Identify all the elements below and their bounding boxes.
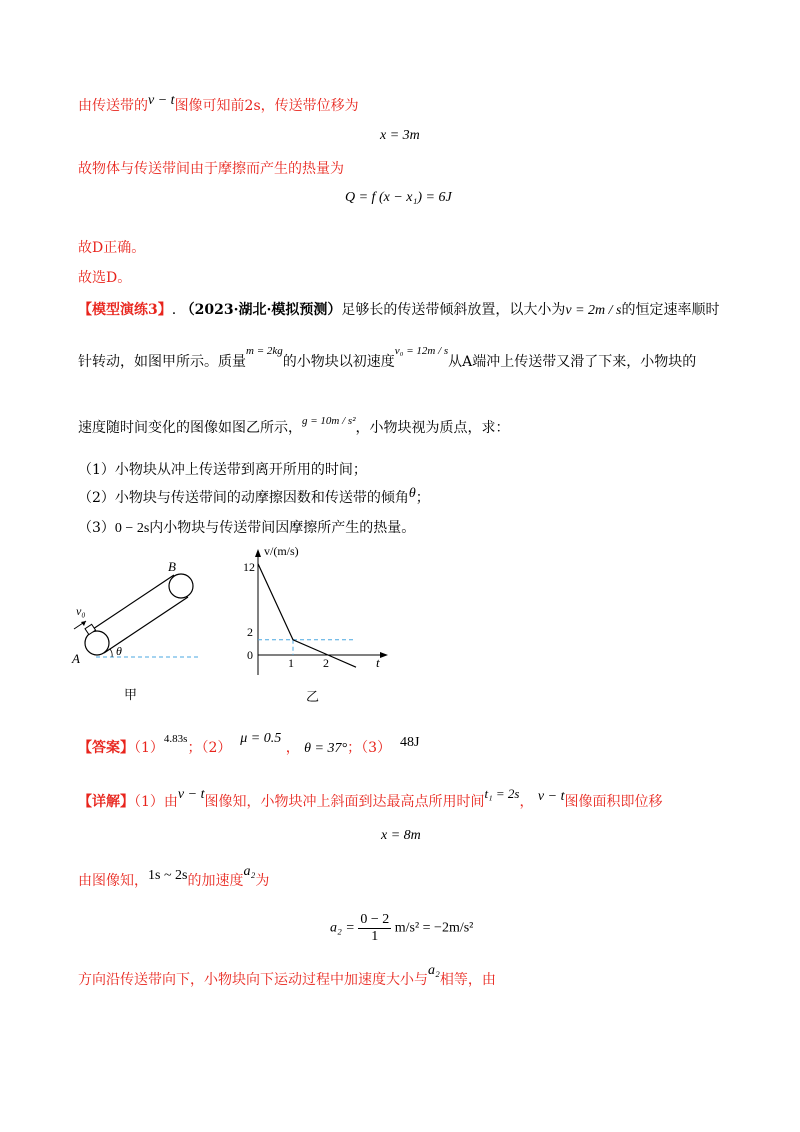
text-span: 图像面积即位移 [564, 794, 663, 810]
eq-lhs: a₂ = [330, 920, 355, 936]
text-span: （1） [134, 740, 164, 756]
answer-line [78, 731, 420, 759]
math-interval: 1s ~ 2s [148, 868, 188, 883]
tick-label-x1: 1 [288, 656, 294, 670]
math-v0: v₀ = 12m / s [394, 345, 449, 357]
math-vt: v − t [537, 789, 565, 804]
fraction [358, 912, 391, 945]
equation-x-3m: x = 3m [380, 128, 420, 143]
text-span: 足够长的传送带倾斜放置，以大小为 [341, 302, 566, 318]
answer-mu: μ = 0.5 [240, 731, 282, 746]
math-vt: v − t [177, 787, 205, 802]
math-t1: t₁ = 2s [484, 786, 520, 801]
label-b: B [168, 559, 176, 574]
figure-jia-conveyor [68, 555, 208, 705]
text-span: （3） [78, 520, 115, 536]
fraction-denominator: 1 [371, 929, 379, 944]
text-span: （1）由 [134, 794, 178, 810]
eq-rhs: m/s² = −2m/s² [394, 920, 474, 936]
question-2 [78, 488, 430, 509]
x-axis-arrow-icon [380, 652, 388, 658]
equation-heat: Q = f (x − x₁) = 6J [345, 190, 452, 205]
text-span: 由图像知， [78, 873, 148, 889]
text-span: 为 [255, 873, 270, 889]
text-span: ；（2） [187, 740, 232, 756]
caption-jia: 甲 [124, 688, 138, 703]
fraction-numerator: 0 − 2 [360, 912, 390, 927]
text-span: 图像可知前2s，传送带位移为 [174, 98, 359, 114]
text-span: 的加速度 [187, 873, 244, 889]
question-1: （1）小物块从冲上传送带到离开所用的时间； [78, 462, 367, 478]
figure-yi-vt-graph [238, 545, 398, 705]
belt-top-edge [90, 575, 174, 631]
roller-b [169, 574, 193, 598]
tick-label-0: 0 [247, 648, 253, 662]
text-span: 相等，由 [439, 972, 496, 988]
label-a: A [72, 651, 80, 666]
text-span: 从A端冲上传送带又滑了下来，小物块的 [448, 354, 697, 370]
answer-tag: 【答案】 [78, 740, 134, 756]
label-theta: θ [116, 644, 122, 658]
math-m: m = 2kg [246, 345, 283, 357]
math-theta: θ [408, 486, 416, 501]
question-3 [78, 518, 415, 539]
problem-source: （2023·湖北·模拟预测） [180, 302, 342, 318]
answer-3-value: 48J [399, 735, 420, 750]
answer-1-value: 4.83s [163, 733, 188, 745]
answer-theta: θ = 37° [304, 741, 348, 756]
text-span: ； [415, 490, 430, 506]
problem-line-1 [78, 300, 719, 321]
series-line [258, 564, 356, 667]
text-span: . [171, 302, 177, 318]
detail-line-1 [78, 786, 663, 813]
text-span: 图像知，小物块冲上斜面到达最高点所用时间 [204, 794, 485, 810]
math-g: g = 10m / s² [302, 415, 356, 427]
text-line: 故D正确。 [78, 240, 146, 256]
text-line [78, 93, 359, 117]
text-line: 故物体与传送带间由于摩擦而产生的热量为 [78, 161, 344, 177]
caption-yi: 乙 [306, 690, 320, 705]
text-span: 内小物块与传送带间因摩擦所产生的热量。 [149, 520, 416, 536]
text-span: 针转动，如图甲所示。质量 [78, 354, 246, 370]
text-span: 的小物块以初速度 [282, 354, 395, 370]
tick-label-2: 2 [247, 625, 253, 639]
x-axis-label: t [376, 655, 380, 670]
math-a2: a₂ [243, 864, 256, 879]
math-a2: a₂ [428, 963, 440, 978]
equation-x-8m: x = 8m [381, 828, 421, 843]
text-span: ， [519, 794, 534, 810]
angle-arc [110, 649, 112, 657]
detail-line-2 [78, 864, 270, 892]
y-axis-label: v/(m/s) [264, 545, 299, 558]
equation-a2 [330, 912, 473, 945]
text-span: 方向沿传送带向下，小物块向下运动过程中加速度大小与 [78, 972, 428, 988]
math-interval: 0 − 2s [114, 521, 150, 536]
detail-tag: 【详解】 [78, 794, 134, 810]
tick-label-x2: 2 [323, 656, 329, 670]
text-span: 由传送带的 [78, 98, 148, 114]
math-v: v = 2m / s [565, 303, 622, 318]
text-span: ；（3） [347, 740, 392, 756]
text-span: 速度随时间变化的图像如图乙所示， [78, 420, 302, 436]
text-span: 的恒定速率顺时 [621, 302, 720, 318]
math-vt: v − t [148, 93, 175, 108]
text-span: ， [285, 740, 300, 756]
problem-line-2 [78, 345, 697, 373]
tick-label-12: 12 [243, 560, 255, 574]
detail-line-3 [78, 963, 496, 991]
text-line: 故选D。 [78, 270, 132, 286]
label-v0: v₀ [76, 604, 86, 618]
text-span: （2）小物块与传送带间的动摩擦因数和传送带的倾角 [78, 490, 409, 506]
problem-line-3 [78, 415, 510, 439]
text-span: ，小物块视为质点，求： [355, 420, 510, 436]
y-axis-arrow-icon [255, 549, 261, 557]
problem-tag: 【模型演练3】 [78, 302, 172, 318]
